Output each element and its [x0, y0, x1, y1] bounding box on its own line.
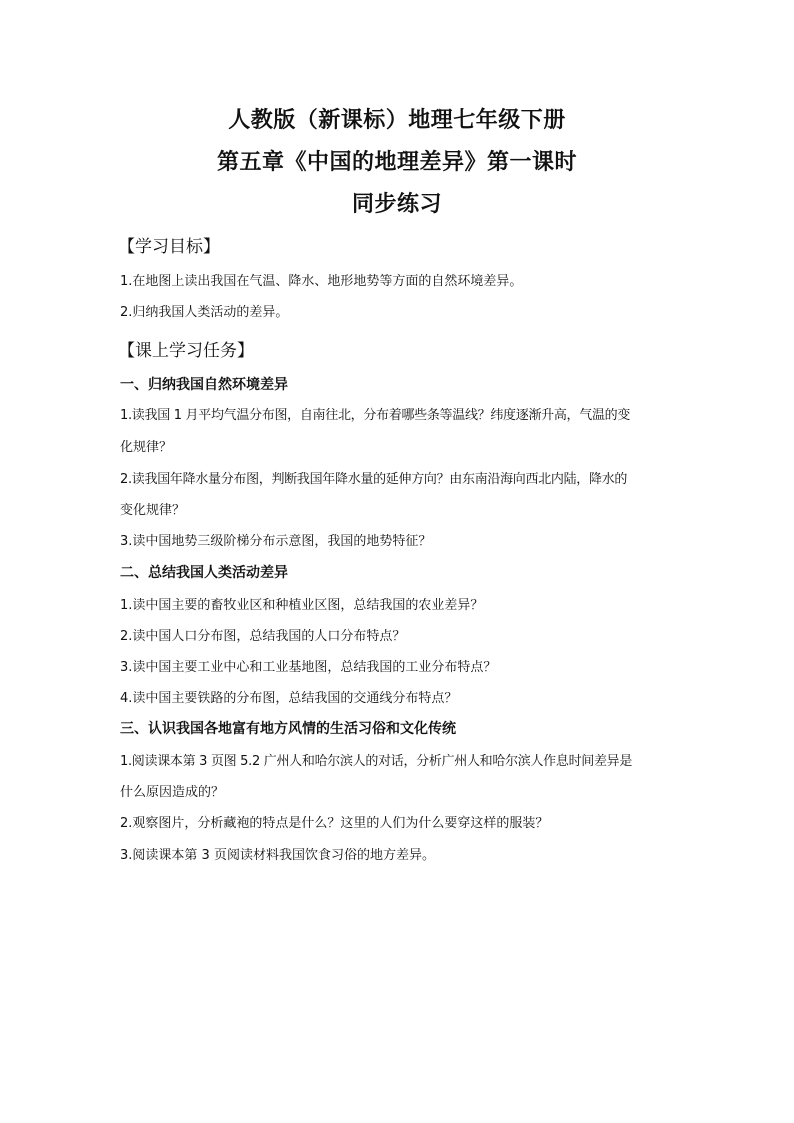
section-2-question-1: 1.读中国主要的畜牧业区和种植业区图，总结我国的农业差异？ [120, 598, 484, 613]
section-2-question-3: 3.读中国主要工业中心和工业基地图，总结我国的工业分布特点？ [120, 660, 497, 675]
section-3-question-3: 3.阅读课本第 3 页阅读材料我国饮食习俗的地方差异。 [120, 848, 435, 863]
title-line-3: 同步练习 [351, 192, 442, 217]
section-1-heading: 一、归纳我国自然环境差异 [120, 377, 288, 393]
section-3-question-1-line-1: 1.阅读课本第 3 页图 5.2 广州人和哈尔滨人的对话，分析广州人和哈尔滨人作息时间差异是 [120, 754, 633, 769]
title-line-1: 人教版（新课标）地理七年级下册 [228, 108, 566, 133]
objective-item-2: 2.归纳我国人类活动的差异。 [120, 305, 289, 320]
section-2-question-4: 4.读中国主要铁路的分布图，总结我国的交通线分布特点？ [120, 691, 458, 706]
tasks-label: 【课上学习任务】 [118, 341, 254, 361]
section-1-question-2-line-2: 变化规律？ [120, 503, 186, 518]
objective-item-1: 1.在地图上读出我国在气温、降水、地形地势等方面的自然环境差异。 [120, 274, 523, 289]
section-3-question-1-line-2: 什么原因造成的？ [120, 785, 225, 800]
section-1-question-1-line-2: 化规律？ [120, 440, 173, 455]
section-3-heading: 三、认识我国各地富有地方风情的生活习俗和文化传统 [120, 721, 456, 737]
section-2-heading: 二、总结我国人类活动差异 [120, 565, 288, 581]
objectives-label: 【学习目标】 [118, 237, 220, 257]
section-1-question-2-line-1: 2.读我国年降水量分布图，判断我国年降水量的延伸方向？由东南沿海向西北内陆，降水的 [120, 472, 628, 487]
section-1-question-1-line-1: 1.读我国 1 月平均气温分布图，自南往北，分布着哪些条等温线？纬度逐渐升高，气温的变 [120, 408, 631, 423]
section-3-question-2: 2.观察图片，分析藏袍的特点是什么？这里的人们为什么要穿这样的服装？ [120, 816, 549, 831]
section-1-question-3: 3.读中国地势三级阶梯分布示意图，我国的地势特征？ [120, 534, 432, 549]
section-2-question-2: 2.读中国人口分布图，总结我国的人口分布特点？ [120, 629, 406, 644]
title-line-2: 第五章《中国的地理差异》第一课时 [216, 150, 577, 175]
